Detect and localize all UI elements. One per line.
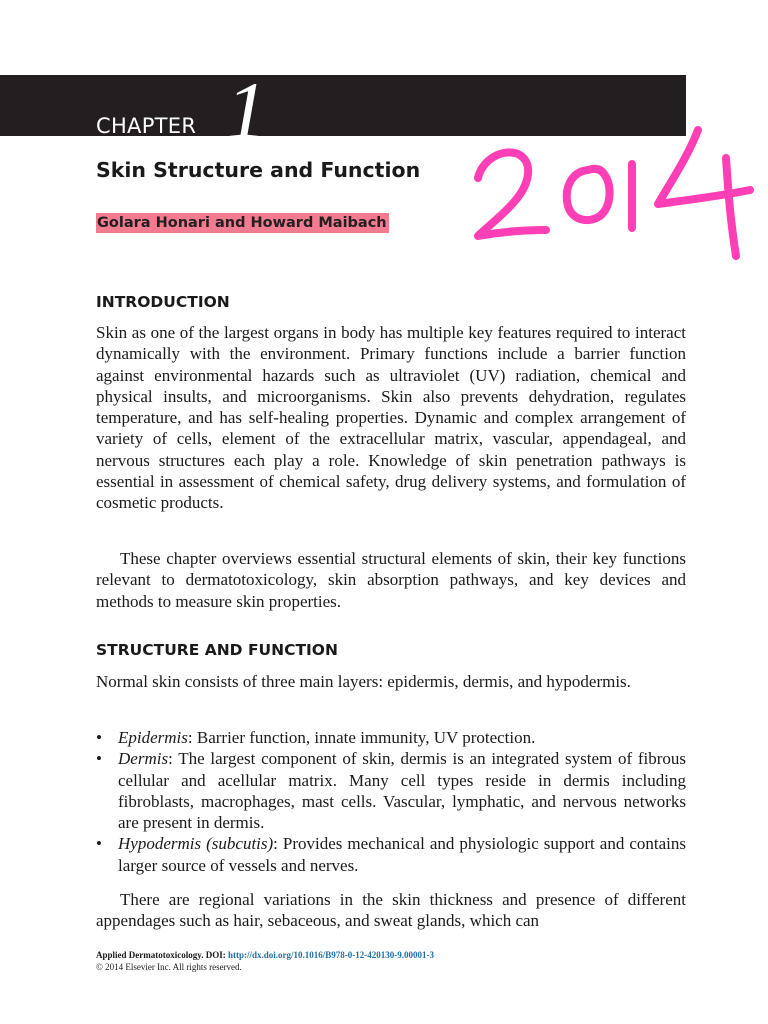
page-footer bbox=[96, 949, 434, 973]
term-hypodermis: Hypodermis (subcutis) bbox=[118, 834, 274, 854]
term-epidermis: Epidermis bbox=[118, 728, 188, 747]
introduction-heading: INTRODUCTION bbox=[96, 293, 230, 311]
handwritten-digit-2 bbox=[478, 152, 546, 236]
copyright-notice: © 2014 Elsevier Inc. All rights reserved. bbox=[96, 962, 242, 972]
doi-link[interactable]: http://dx.doi.org/10.1016/B978-0-12-420130-9.00001-3 bbox=[228, 950, 434, 960]
chapter-number: 1 bbox=[226, 65, 267, 156]
handwritten-digit-4 bbox=[658, 130, 750, 256]
structure-heading: STRUCTURE AND FUNCTION bbox=[96, 641, 338, 659]
list-item-dermis: • Dermis: The largest component of skin, dermis is an integrated system of fibrous cellular and acellular matrix. Many cell types reside in dermis including fibroblasts, macrophages, mast cells. Vascular, lymphatic, and nervous networks are present in dermis. bbox=[96, 749, 686, 833]
description-dermis: : The largest component of skin, dermis is an integrated system of fibrous cellular and acellular matrix. Many cell types reside in dermis including fibroblasts, macrophages, mast cells. Vascular, lymphatic, and nervous networks are present in dermis. bbox=[118, 749, 686, 833]
structure-paragraph-2: There are regional variations in the skin thickness and presence of different appendages such as hair, sebaceous, and sweat glands, which can bbox=[96, 890, 686, 931]
introduction-paragraph-2: These chapter overviews essential structural elements of skin, their key functions relevant to dermatotoxicology, skin absorption pathways, and key devices and methods to measure skin properties. bbox=[96, 549, 686, 611]
structure-paragraph-1: Normal skin consists of three main layers: epidermis, dermis, and hypodermis. bbox=[96, 672, 631, 691]
chapter-label: CHAPTER bbox=[96, 114, 197, 138]
introduction-paragraph-1: Skin as one of the largest organs in body has multiple key features required to interact dynamically with the environment. Primary functions include a barrier function against environmental hazards such as ultraviolet (UV) radiation, chemical and physical insults, and microorganisms. Skin also prevents dehydration, regulates temperature, and has self-healing properties. Dynamic and complex arrangement of variety of cells, element of the extracellular matrix, vascular, appendageal, and nervous structures each play a role. Knowledge of skin penetration pathways is essential in assessment of chemical safety, drug delivery systems, and formulation of cosmetic products. bbox=[96, 323, 686, 513]
handwritten-year-annotation bbox=[460, 118, 768, 268]
list-item-hypodermis: • Hypodermis (subcutis): Provides mechanical and physiologic support and contains larger source of vessels and nerves. bbox=[96, 834, 686, 875]
chapter-title: Skin Structure and Function bbox=[96, 158, 421, 182]
author-names: Golara Honari and Howard Maibach bbox=[97, 215, 387, 231]
handwritten-digit-0 bbox=[567, 169, 610, 220]
footer-book-title: Applied Dermatotoxicology. DOI: bbox=[96, 950, 228, 960]
term-dermis: Dermis bbox=[118, 749, 169, 769]
list-item-epidermis: • Epidermis: Barrier function, innate immunity, UV protection. bbox=[96, 728, 536, 747]
description-hypodermis: : Provides mechanical and physiologic support and contains larger source of vessels and nerves. bbox=[118, 834, 686, 875]
description-epidermis: : Barrier function, innate immunity, UV protection. bbox=[187, 728, 536, 747]
skin-layers-list bbox=[96, 727, 686, 876]
